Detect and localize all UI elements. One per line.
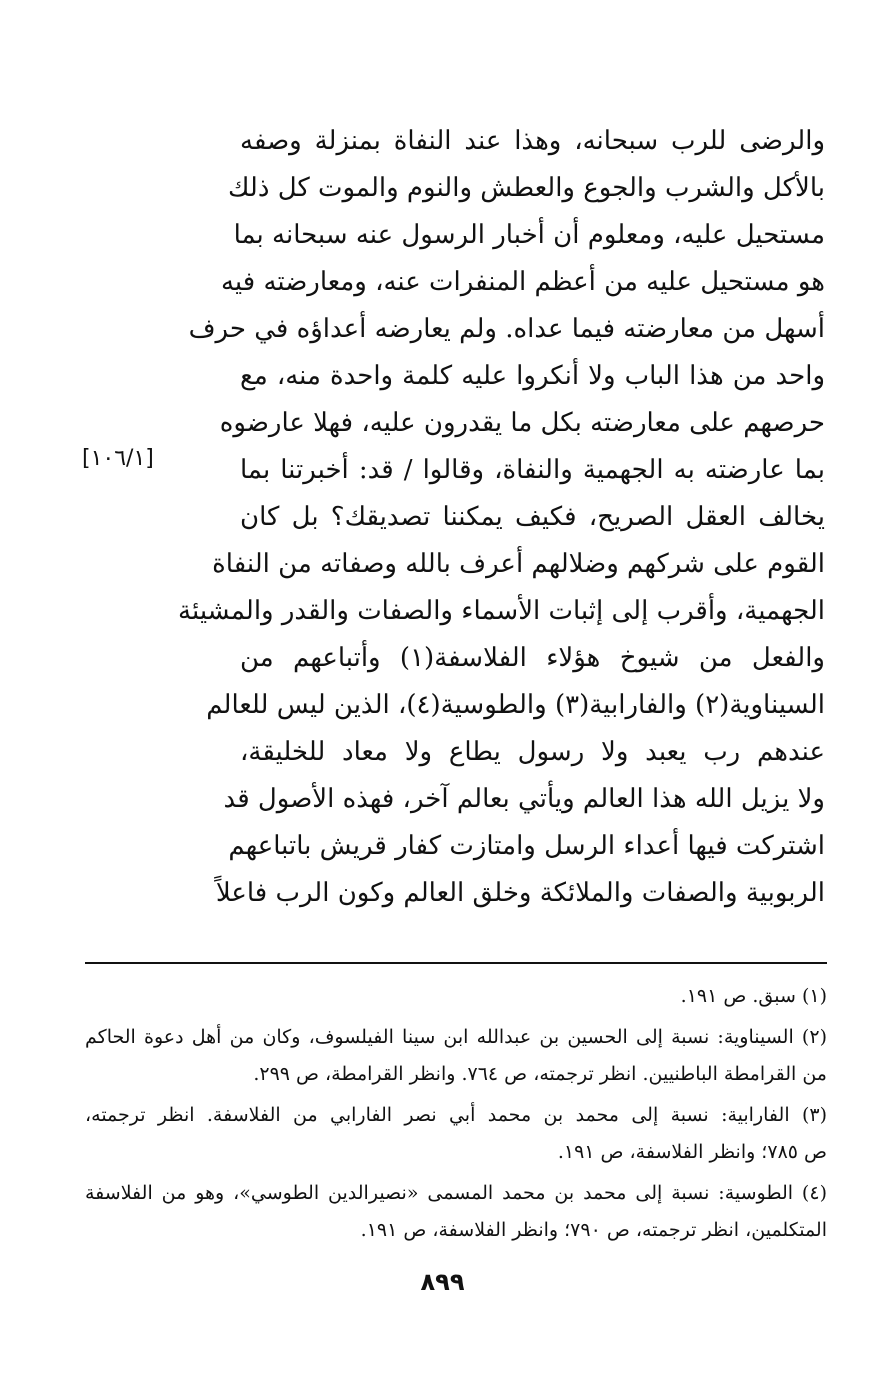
main-text-block bbox=[178, 118, 825, 917]
footnote-line: (٢) السيناوية: نسبة إلى الحسين بن عبدالله ابن سينا الفيلسوف، وكان من أهل دعوة الحاكم bbox=[85, 1026, 827, 1048]
footnote-line: ص ٧٨٥؛ وانظر الفلاسفة، ص ١٩١. bbox=[557, 1141, 827, 1163]
footnote-1 bbox=[85, 978, 827, 1015]
text-line: والفعل من شيوخ هؤلاء الفلاسفة(١) وأتباعهم من bbox=[240, 643, 825, 673]
text-line: حرصهم على معارضته بكل ما يقدرون عليه، فهلا عارضوه bbox=[219, 408, 825, 438]
text-line: عندهم رب يعبد ولا رسول يطاع ولا معاد للخليقة، bbox=[240, 737, 825, 767]
footnote-line: من القرامطة الباطنيين. انظر ترجمته، ص ٧٦٤. وانظر القرامطة، ص ٢٩٩. bbox=[253, 1063, 827, 1085]
text-line: ولا يزيل الله هذا العالم ويأتي بعالم آخر، فهذه الأصول قد bbox=[223, 784, 825, 814]
footnote-2 bbox=[85, 1019, 827, 1093]
text-line: الجهمية، وأقرب إلى إثبات الأسماء والصفات والقدر والمشيئة bbox=[178, 596, 825, 626]
text-line: السيناوية(٢) والفارابية(٣) والطوسية(٤)، الذين ليس للعالم bbox=[206, 690, 825, 720]
footnote-line: (٤) الطوسية: نسبة إلى محمد بن محمد المسمى «نصيرالدين الطوسي»، وهو من الفلاسفة bbox=[85, 1182, 827, 1204]
text-line: بالأكل والشرب والجوع والعطش والنوم والموت كل ذلك bbox=[228, 173, 825, 203]
text-line: يخالف العقل الصريح، فكيف يمكننا تصديقك؟ بل كان bbox=[240, 502, 825, 532]
page-number: ٨٩٩ bbox=[420, 1268, 465, 1296]
footnote-4 bbox=[85, 1175, 827, 1249]
margin-page-reference: [١٠٦/١] bbox=[82, 446, 154, 471]
footnote-divider bbox=[85, 962, 827, 964]
text-line: اشتركت فيها أعداء الرسل وامتازت كفار قريش باتباعهم bbox=[228, 831, 825, 861]
text-line: والرضى للرب سبحانه، وهذا عند النفاة بمنزلة وصفه bbox=[240, 126, 825, 156]
text-line: القوم على شركهم وضلالهم أعرف بالله وصفاته من النفاة bbox=[212, 549, 825, 579]
text-line: بما عارضته به الجهمية والنفاة، وقالوا / قد: أخبرتنا بما bbox=[240, 455, 825, 485]
text-line: واحد من هذا الباب ولا أنكروا عليه كلمة واحدة منه، مع bbox=[240, 361, 825, 391]
text-line: هو مستحيل عليه من أعظم المنفرات عنه، ومعارضته فيه bbox=[220, 267, 825, 297]
footnote-line: المتكلمين، انظر ترجمته، ص ٧٩٠؛ وانظر الفلاسفة، ص ١٩١. bbox=[360, 1219, 827, 1241]
footnotes bbox=[85, 978, 827, 1249]
footnote-3 bbox=[85, 1097, 827, 1171]
text-line: أسهل من معارضته فيما عداه. ولم يعارضه أعداؤه في حرف bbox=[188, 314, 825, 344]
text-line: مستحيل عليه، ومعلوم أن أخبار الرسول عنه سبحانه بما bbox=[233, 220, 825, 250]
text-line: الربوبية والصفات والملائكة وخلق العالم وكون الرب فاعلاً bbox=[215, 878, 825, 908]
footnote-line: (١) سبق. ص ١٩١. bbox=[680, 985, 827, 1007]
footnote-line: (٣) الفارابية: نسبة إلى محمد بن محمد أبي نصر الفارابي من الفلاسفة. انظر ترجمته، bbox=[85, 1104, 827, 1126]
